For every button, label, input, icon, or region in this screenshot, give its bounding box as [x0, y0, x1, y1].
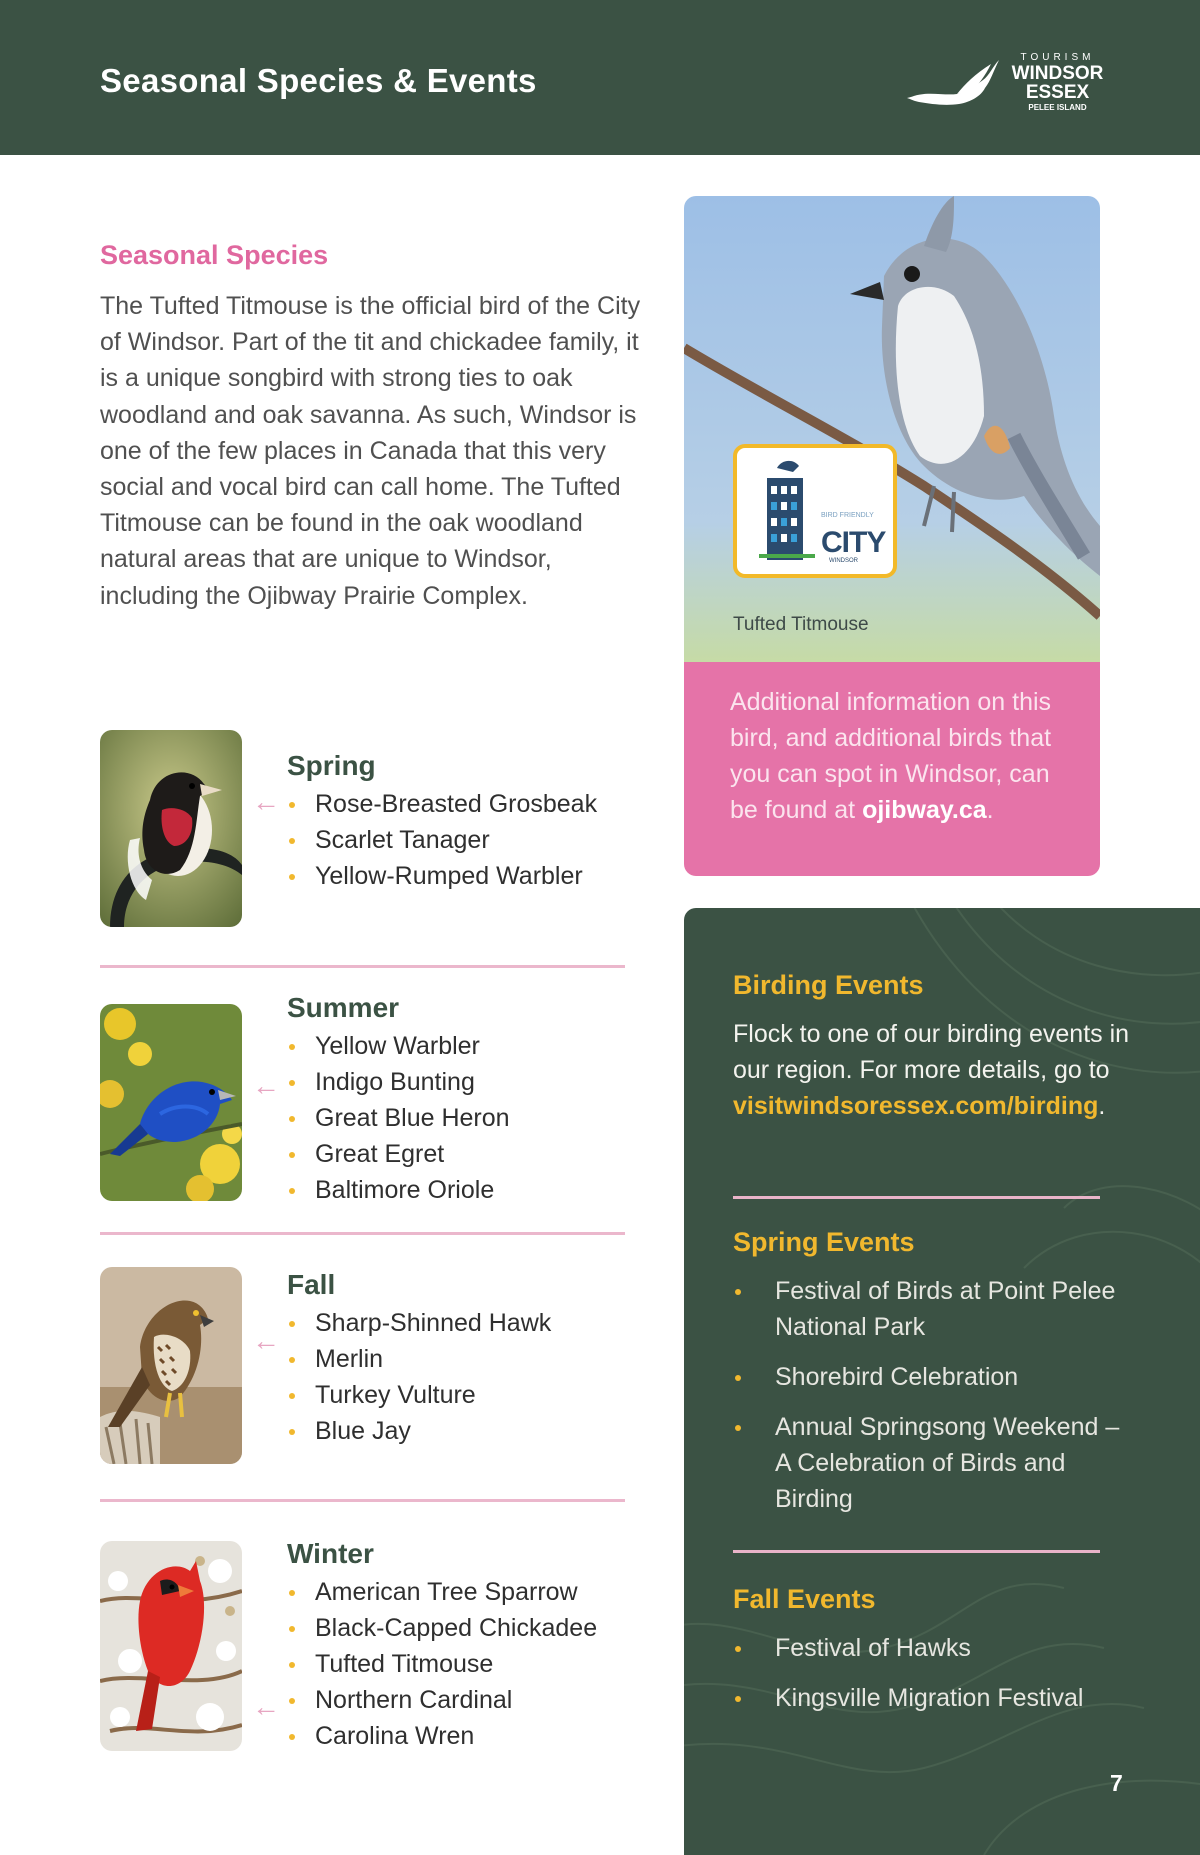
season-bird-list [287, 786, 597, 894]
logo-wordmark [1005, 52, 1110, 113]
bird-list-item: Great Blue Heron [287, 1100, 510, 1136]
goose-icon [905, 50, 1005, 120]
seasonal-species-heading: Seasonal Species [100, 240, 329, 270]
info-text: Additional information on this bird, and additional birds that you can spot in Windsor, can be found at [730, 688, 1052, 824]
event-list-item: Festival of Birds at Point Pelee National Park [733, 1273, 1133, 1345]
visitwindsoressex-link[interactable]: visitwindsoressex.com/birding [733, 1092, 1099, 1120]
season-name: Summer [287, 992, 400, 1023]
logo-line-essex: ESSEX [1025, 82, 1090, 103]
season-name: Fall [287, 1269, 336, 1300]
bird-list-item: Scarlet Tanager [287, 822, 597, 858]
birding-events-body: Flock to one of our birding events in our region. For more details, go to [733, 1020, 1130, 1084]
logo-line-pelee: PELEE ISLAND [1028, 103, 1087, 112]
season-summer [100, 992, 630, 1204]
season-fall [100, 1267, 630, 1467]
season-divider [100, 965, 625, 968]
bird-friendly-city-badge [733, 444, 897, 578]
bird-list-item: Indigo Bunting [287, 1064, 510, 1100]
bird-list-item: Black-Capped Chickadee [287, 1610, 597, 1646]
bird-list-item: Yellow Warbler [287, 1028, 510, 1064]
bird-list-item: Carolina Wren [287, 1718, 597, 1754]
logo-line-windsor: WINDSOR [1011, 63, 1104, 84]
seasonal-species-body: The Tufted Titmouse is the official bird of the City of Windsor. Part of the tit and chickadee family, it is a unique songbird with strong ties to oak woodland and oak savanna. As such, Windsor is one of the few places in Canada that this very social and vocal bird can call home. The Tufted Titmouse can be found in the oak woodland natural areas that are unique to Windsor, including the Ojibway Prairie Complex. [100, 292, 641, 610]
tourism-windsor-essex-logo[interactable] [905, 50, 1105, 120]
season-name: Spring [287, 750, 376, 781]
page-number: 7 [1110, 1770, 1123, 1796]
event-list-item: Annual Springsong Weekend – A Celebration of Birds and Birding [733, 1409, 1133, 1517]
bird-list-item: Baltimore Oriole [287, 1172, 510, 1208]
badge-city-text: CITY [821, 526, 886, 559]
bird-list-item: Blue Jay [287, 1413, 551, 1449]
arrow-left-icon: ← [252, 1691, 280, 1722]
bird-list-item: Northern Cardinal [287, 1682, 597, 1718]
bird-list-item: American Tree Sparrow [287, 1574, 597, 1610]
arrow-left-icon: ← [252, 1070, 280, 1101]
tufted-titmouse-photo [684, 196, 1100, 662]
spring-events-list [733, 1273, 1133, 1531]
season-winter [100, 1538, 630, 1751]
bird-list-item: Merlin [287, 1341, 551, 1377]
event-list-item: Festival of Hawks [733, 1630, 1133, 1666]
season-divider [100, 1499, 625, 1502]
season-bird-list [287, 1305, 551, 1449]
season-bird-list [287, 1574, 597, 1754]
bird-list-item: Yellow-Rumped Warbler [287, 858, 597, 894]
fall-events-list [733, 1630, 1133, 1730]
logo-line-tourism: TOURISM [1020, 52, 1095, 63]
arrow-left-icon: ← [252, 786, 280, 817]
photo-caption: Tufted Titmouse [733, 614, 869, 635]
events-divider [733, 1196, 1100, 1199]
northern-cardinal-photo [100, 1541, 242, 1751]
bird-list-item: Sharp-Shinned Hawk [287, 1305, 551, 1341]
bird-list-item: Tufted Titmouse [287, 1646, 597, 1682]
indigo-bunting-photo [100, 1004, 242, 1201]
rose-breasted-grosbeak-photo [100, 730, 242, 927]
season-divider [100, 1232, 625, 1235]
bird-list-item: Rose-Breasted Grosbeak [287, 786, 597, 822]
event-list-item: Shorebird Celebration [733, 1359, 1133, 1395]
badge-sub-text: WINDSOR [829, 558, 858, 564]
birding-events-heading: Birding Events [733, 970, 924, 1000]
spring-events-heading: Spring Events [733, 1227, 915, 1257]
badge-small-text: BIRD FRIENDLY [821, 512, 874, 519]
page-title: Seasonal Species & Events [100, 62, 537, 99]
birding-events-text [733, 1016, 1133, 1124]
additional-info-text [730, 684, 1070, 828]
bird-list-item: Turkey Vulture [287, 1377, 551, 1413]
page-header [0, 0, 1200, 155]
tufted-titmouse-card [684, 196, 1100, 876]
event-list-item: Kingsville Migration Festival [733, 1680, 1133, 1716]
ojibway-link[interactable]: ojibway.ca [862, 796, 987, 824]
season-bird-list [287, 1028, 510, 1208]
info-end: . [986, 796, 994, 824]
birding-events-end: . [1098, 1092, 1106, 1120]
fall-events-heading: Fall Events [733, 1584, 876, 1614]
season-name: Winter [287, 1538, 374, 1569]
arrow-left-icon: ← [252, 1325, 280, 1356]
events-panel [684, 908, 1200, 1855]
events-divider [733, 1550, 1100, 1553]
additional-info-box [684, 662, 1100, 876]
bird-list-item: Great Egret [287, 1136, 510, 1172]
hawk-photo [100, 1267, 242, 1464]
season-spring [100, 730, 630, 930]
